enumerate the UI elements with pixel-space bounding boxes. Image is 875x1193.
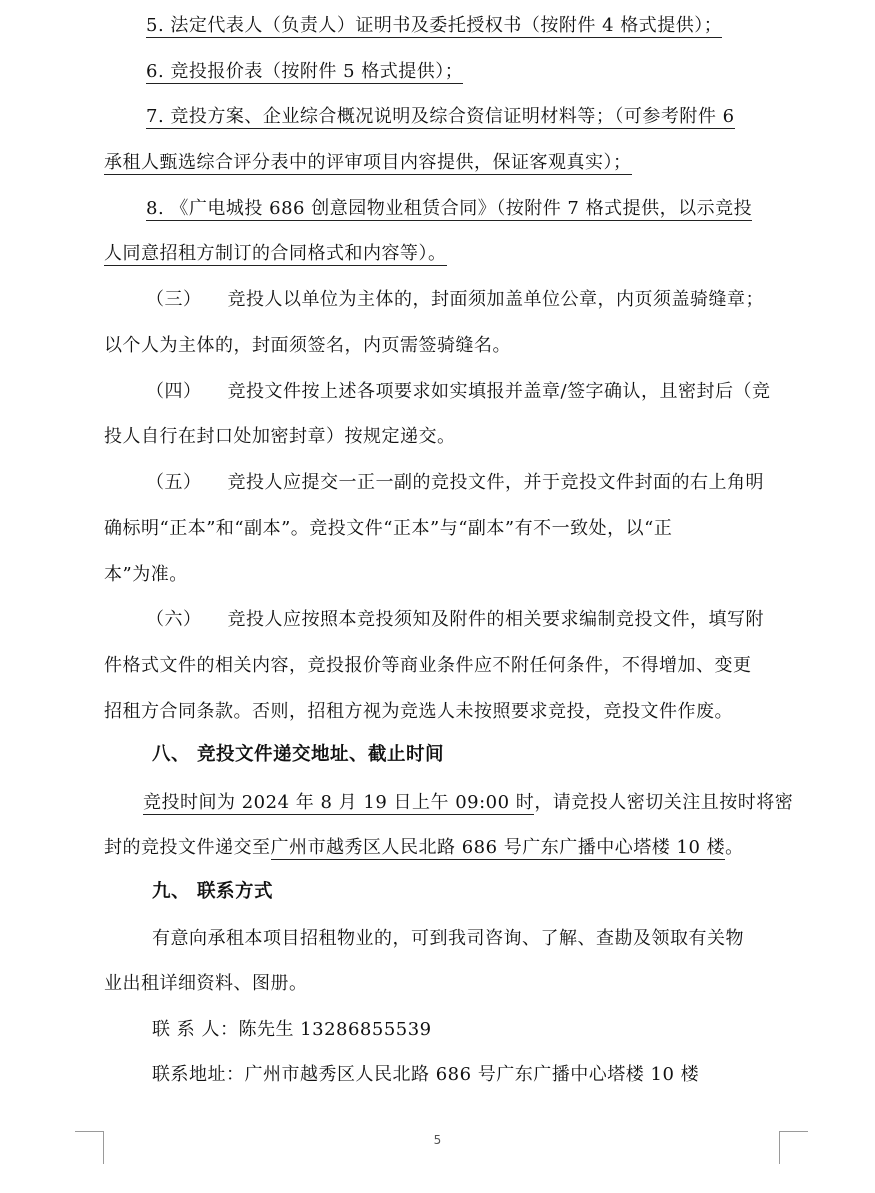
page-number: 5 <box>433 1133 442 1147</box>
list-item-7-line-2: 承租人甄选综合评分表中的评审项目内容提供，保证客观真实）； <box>104 152 632 173</box>
section-9-line-2: 业出租详细资料、图册。 <box>104 973 308 994</box>
clause-3-label: （三） <box>146 289 202 310</box>
section-8-heading: 八、 竞投文件递交地址、截止时间 <box>152 744 444 765</box>
clause-6-line-2: 件格式文件的相关内容，竞投报价等商业条件应不附任何条件，不得增加、变更 <box>104 655 752 676</box>
section-9-heading: 九、 联系方式 <box>152 881 273 902</box>
clause-3-line-2: 以个人为主体的，封面须签名，内页需签骑缝名。 <box>104 335 511 356</box>
list-item-5: 5. 法定代表人（负责人）证明书及委托授权书（按附件 4 格式提供）； <box>146 15 723 36</box>
section-8-line-2: 封的竞投文件递交至广州市越秀区人民北路 686 号广东广播中心塔楼 10 楼。 <box>104 837 744 858</box>
list-item-8-line-1: 8. 《广电城投 686 创意园物业租赁合同》（按附件 7 格式提供，以示竞投 <box>146 198 753 219</box>
clause-6-label: （六） <box>146 609 202 630</box>
clause-5-label: （五） <box>146 472 202 493</box>
clause-4-line-2: 投人自行在封口处加密封章）按规定递交。 <box>104 426 456 447</box>
clause-4-line-1: （四） 竞投文件按上述各项要求如实填报并盖章/签字确认，且密封后（竞 <box>146 381 771 402</box>
section-8-line-1: 竞投时间为 2024 年 8 月 19 日上午 09:00 时，请竞投人密切关注且按时将密 <box>143 792 794 813</box>
clause-5-line-2: 确标明“正本”和“副本”。竞投文件“正本”与“副本”有不一致处，以“正 <box>104 518 673 539</box>
clause-6-line-1: （六） 竞投人应按照本竞投须知及附件的相关要求编制竞投文件，填写附 <box>146 609 764 630</box>
contact-address: 联系地址：广州市越秀区人民北路 686 号广东广播中心塔楼 10 楼 <box>152 1064 700 1085</box>
contact-person: 联 系 人：陈先生 13286855539 <box>152 1019 432 1040</box>
section-9-line-1: 有意向承租本项目招租物业的，可到我司咨询、了解、查勘及领取有关物 <box>152 928 744 949</box>
clause-6-line-3: 招租方合同条款。否则，招租方视为竞选人未按照要求竞投，竞投文件作废。 <box>104 701 733 722</box>
list-item-8-line-2: 人同意招租方制订的合同格式和内容等）。 <box>104 243 447 264</box>
list-item-7-line-1: 7. 竞投方案、企业综合概况说明及综合资信证明材料等；（可参考附件 6 <box>146 106 735 127</box>
list-item-6: 6. 竞投报价表（按附件 5 格式提供）； <box>146 61 464 82</box>
delivery-address: 广州市越秀区人民北路 686 号广东广播中心塔楼 10 楼 <box>270 837 726 858</box>
clause-5-line-3: 本”为准。 <box>104 564 188 585</box>
clause-3-line-1: （三） 竞投人以单位为主体的，封面须加盖单位公章，内页须盖骑缝章； <box>146 289 764 310</box>
clause-5-line-1: （五） 竞投人应提交一正一副的竞投文件，并于竞投文件封面的右上角明 <box>146 472 764 493</box>
clause-4-label: （四） <box>146 381 202 402</box>
